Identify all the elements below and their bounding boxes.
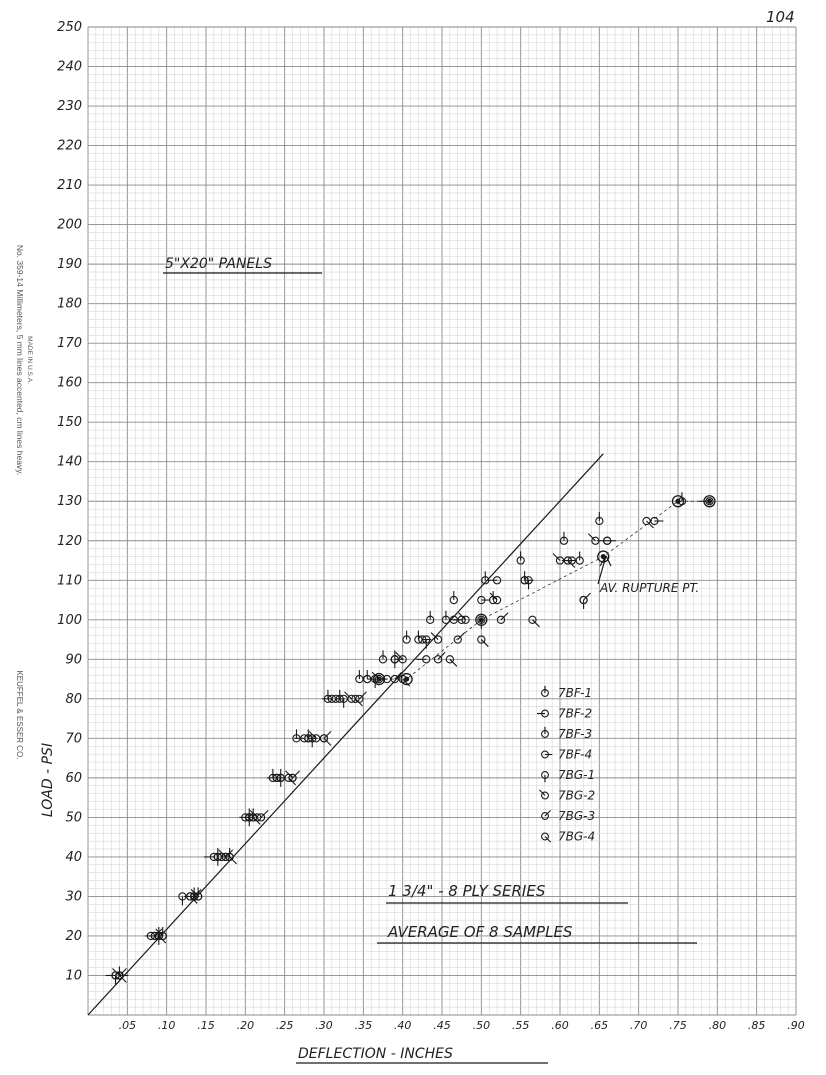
x-tick-label: .35 [354, 1019, 373, 1032]
chart-subtitle: AVERAGE OF 8 SAMPLES [388, 923, 573, 941]
x-axis-label: DEFLECTION - INCHES [298, 1046, 453, 1062]
chart-title: 1 3/4" - 8 PLY SERIES [388, 882, 546, 900]
average-point-inner [479, 617, 484, 622]
page-number: 104 [766, 8, 795, 26]
x-tick-label: .40 [393, 1019, 412, 1032]
y-tick-label: 200 [57, 217, 82, 233]
legend-label: 7BG-4 [558, 829, 596, 844]
x-tick-label: .25 [275, 1019, 294, 1032]
rupture-annotation: AV. RUPTURE PT. [600, 581, 700, 595]
x-tick-label: .80 [708, 1019, 727, 1032]
average-point-inner [376, 676, 381, 681]
x-tick-label: .30 [315, 1019, 333, 1032]
x-tick-label: .60 [551, 1019, 569, 1032]
y-tick-label: 100 [57, 612, 82, 628]
y-tick-label: 240 [57, 59, 82, 75]
x-tick-label: .45 [433, 1019, 451, 1032]
x-tick-label: .90 [787, 1019, 805, 1032]
x-tick-label: .20 [236, 1019, 255, 1032]
y-tick-label: 150 [57, 415, 82, 431]
y-tick-label: 140 [57, 454, 82, 470]
legend-label: 7BF-4 [558, 747, 593, 762]
y-tick-label: 90 [65, 652, 82, 668]
paper-origin-text: MADE IN U.S.A. [26, 336, 33, 384]
x-tick-label: .05 [118, 1019, 137, 1032]
x-tick-label: .55 [511, 1019, 530, 1032]
y-tick-label: 120 [57, 533, 82, 549]
y-tick-label: 60 [65, 770, 82, 786]
y-tick-label: 70 [65, 731, 82, 747]
paper-spec-text: No. 359-14 Millimeters, 5 mm lines accented, cm lines heavy. [15, 244, 25, 476]
x-tick-label: .15 [197, 1019, 215, 1032]
x-tick-label: .70 [629, 1019, 648, 1032]
y-tick-label: 170 [57, 336, 82, 352]
average-point-inner [707, 499, 712, 504]
x-tick-label: .10 [157, 1019, 176, 1032]
legend-label: 7BF-3 [558, 727, 593, 741]
x-tick-label: .50 [472, 1019, 491, 1032]
y-tick-label: 50 [65, 810, 82, 826]
legend-label: 7BG-3 [558, 809, 596, 823]
y-tick-label: 20 [65, 928, 82, 944]
y-tick-label: 210 [57, 178, 82, 194]
y-tick-label: 190 [57, 257, 82, 273]
legend-label: 7BG-1 [558, 768, 596, 782]
y-tick-label: 130 [57, 494, 82, 510]
y-tick-label: 80 [65, 691, 82, 707]
average-point-inner [404, 676, 409, 681]
publisher-text: KEUFFEL & ESSER CO. [15, 670, 24, 760]
legend-label: 7BF-2 [558, 706, 593, 721]
legend-label: 7BG-2 [558, 788, 596, 803]
x-tick-label: .85 [747, 1019, 766, 1032]
x-tick-label: .75 [669, 1019, 687, 1032]
y-axis-label: LOAD - PSI [40, 742, 56, 818]
y-tick-label: 160 [57, 375, 82, 391]
y-tick-label: 250 [57, 20, 82, 35]
y-tick-label: 220 [57, 138, 82, 154]
legend-label: 7BF-1 [558, 686, 593, 700]
y-tick-label: 30 [65, 889, 82, 905]
y-tick-label: 40 [65, 849, 82, 865]
y-tick-label: 180 [57, 296, 82, 312]
y-tick-label: 110 [57, 573, 82, 589]
y-tick-label: 230 [57, 99, 82, 115]
average-point-inner [675, 499, 680, 504]
y-tick-label: 10 [65, 968, 82, 984]
panel-note: 5"X20" PANELS [165, 256, 272, 272]
x-tick-label: .65 [590, 1019, 609, 1032]
